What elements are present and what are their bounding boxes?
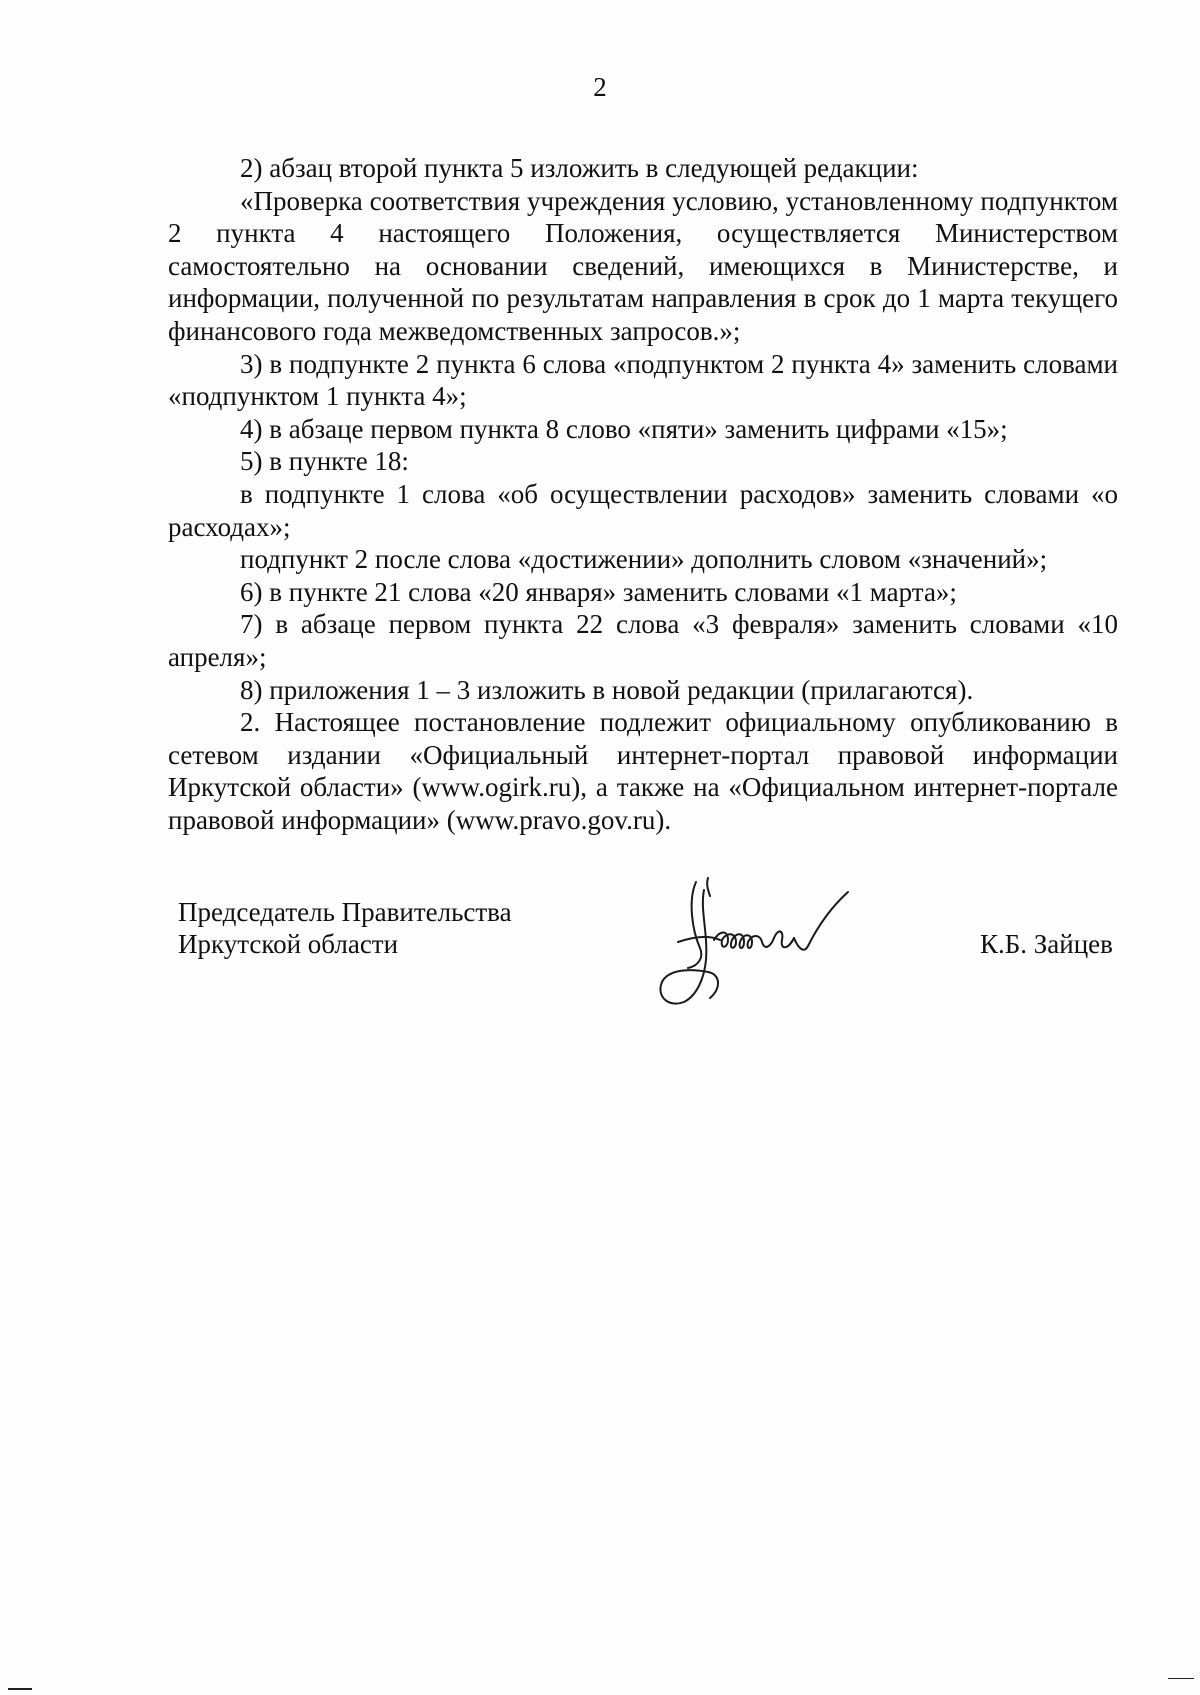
- paragraph-item-4: 4) в абзаце первом пункта 8 слово «пяти» заменить цифрами «15»;: [240, 413, 1008, 444]
- signatory-position: [178, 896, 512, 960]
- handwritten-signature: [648, 870, 928, 1020]
- paragraph-item-6: 6) в пункте 21 слова «20 января» заменить словами «1 марта»;: [240, 576, 957, 607]
- paragraph-item-8: 8) приложения 1 – 3 изложить в новой редакции (прилагаются).: [240, 674, 974, 705]
- paragraph-item-5: 5) в пункте 18:: [240, 446, 409, 477]
- document-body: [168, 152, 1118, 836]
- signatory-name: К.Б. Зайцев: [980, 929, 1113, 959]
- signatory-position-line1: Председатель Правительства: [178, 897, 512, 927]
- page-number: 2: [593, 72, 607, 102]
- signatory-position-line2: Иркутской области: [178, 929, 399, 959]
- paragraph-quote: «Проверка соответствия учреждения условию, установленному подпунктом 2 пункта 4 настоящего Положения, осуществляется Министерством самостоятельно на основании сведений, имеющихся в Министерстве, и информации, полученной по результатам направления в срок до 1 марта текущего финансового года межведомственных запросов.»;: [168, 185, 1118, 346]
- paragraph-subitem-1: в подпункте 1 слова «об осуществлении расходов» заменить словами «о расходах»;: [168, 478, 1118, 542]
- paragraph-item-3: 3) в подпункте 2 пункта 6 слова «подпунктом 2 пункта 4» заменить словами «подпунктом 1 пункта 4»;: [168, 348, 1118, 412]
- paragraph-subitem-2: подпункт 2 после слова «достижении» дополнить словом «значений»;: [240, 544, 1048, 575]
- scan-edge-mark-left: [8, 1688, 32, 1690]
- paragraph-item-2: 2) абзац второй пункта 5 изложить в следующей редакции:: [240, 153, 919, 183]
- paragraph-item-7: 7) в абзаце первом пункта 22 слова «3 февраля» заменить словами «10 апреля»;: [168, 609, 1118, 672]
- paragraph-publication: 2. Настоящее постановление подлежит официальному опубликованию в сетевом издании «Официальный интернет-портал правовой информации Иркутской области» (www.ogirk.ru), а также на «Официальном интернет-портале правовой информации» (www.pravo.gov.ru).: [168, 707, 1118, 835]
- scan-edge-mark-right: [1168, 1678, 1194, 1679]
